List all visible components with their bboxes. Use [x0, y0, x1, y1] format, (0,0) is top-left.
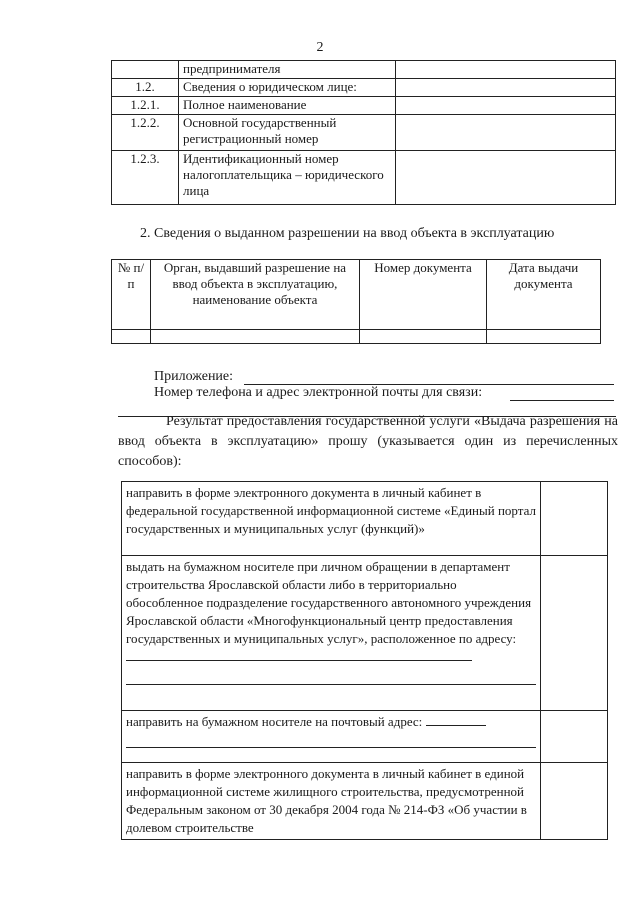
delivery-option-cell	[122, 556, 541, 711]
table-row	[112, 330, 601, 344]
header-issue-date: Дата выдачи документа	[487, 260, 601, 330]
row-value[interactable]	[396, 115, 616, 151]
attachments-label: Приложение:	[154, 369, 234, 384]
postal-address-field-line2[interactable]	[126, 731, 536, 748]
delivery-option-text: направить на бумажном носителе на почтовый адрес:	[126, 714, 423, 729]
delivery-option-text: направить в форме электронного документа в личный кабинет в единой информационной системе жилищного строительства, предусмотренной Федеральным законом от 30 декабря 2004 года № 214-ФЗ «Об участии в долевом строительстве	[122, 763, 541, 840]
address-field[interactable]	[126, 648, 472, 661]
cell-issue-date[interactable]	[487, 330, 601, 344]
address-field-line2[interactable]	[126, 666, 536, 685]
permit-info-table	[111, 259, 601, 344]
row-label: Сведения о юридическом лице:	[179, 79, 396, 97]
header-doc-number: Номер документа	[360, 260, 487, 330]
row-label: предпринимателя	[179, 61, 396, 79]
applicant-info-table	[111, 60, 616, 205]
delivery-option-row	[122, 711, 608, 763]
delivery-option-checkbox[interactable]	[541, 556, 608, 711]
postal-address-field[interactable]	[426, 713, 486, 726]
table-row	[112, 97, 616, 115]
row-number	[112, 61, 179, 79]
table-row	[112, 79, 616, 97]
row-label: Полное наименование	[179, 97, 396, 115]
page-number: 2	[316, 40, 324, 55]
row-label: Основной государственный регистрационный номер	[179, 115, 396, 151]
header-authority: Орган, выдавший разрешение на ввод объекта в эксплуатацию, наименование объекта	[151, 260, 360, 330]
cell-authority[interactable]	[151, 330, 360, 344]
cell-doc-number[interactable]	[360, 330, 487, 344]
row-value[interactable]	[396, 61, 616, 79]
result-paragraph: Результат предоставления государственной услуги «Выдача разрешения на ввод объекта в эксплуатацию» прошу (указывается один из перечисленных способов):	[118, 414, 618, 469]
delivery-options-table	[121, 481, 608, 840]
contact-label: Номер телефона и адрес электронной почты для связи:	[154, 385, 483, 400]
row-number: 1.2.2.	[112, 115, 179, 151]
row-number: 1.2.	[112, 79, 179, 97]
delivery-option-checkbox[interactable]	[541, 482, 608, 556]
delivery-option-row	[122, 482, 608, 556]
contact-field[interactable]	[510, 400, 614, 401]
cell-num[interactable]	[112, 330, 151, 344]
delivery-option-text: направить в форме электронного документа в личный кабинет в федеральной государственной информационной системе «Единый портал государственных и муниципальных услуг (функций)»	[122, 482, 541, 556]
table-row	[112, 61, 616, 79]
section-2-title: 2. Сведения о выданном разрешении на ввод объекта в эксплуатацию	[140, 226, 555, 241]
delivery-option-cell	[122, 711, 541, 763]
table-row	[112, 115, 616, 151]
table-header-row	[112, 260, 601, 330]
delivery-option-row	[122, 556, 608, 711]
table-row	[112, 151, 616, 205]
row-value[interactable]	[396, 151, 616, 205]
delivery-option-checkbox[interactable]	[541, 711, 608, 763]
row-value[interactable]	[396, 97, 616, 115]
header-num: № п/п	[112, 260, 151, 330]
delivery-option-row	[122, 763, 608, 840]
row-value[interactable]	[396, 79, 616, 97]
delivery-option-text: выдать на бумажном носителе при личном обращении в департамент строительства Ярославской области либо в территориально обособленное подразделение государственного автономного учреждения Ярославской области «Многофункциональный центр предоставления государственных и муниципальных услуг», расположенное по адресу:	[126, 559, 532, 646]
row-number: 1.2.3.	[112, 151, 179, 205]
delivery-option-checkbox[interactable]	[541, 763, 608, 840]
row-number: 1.2.1.	[112, 97, 179, 115]
row-label: Идентификационный номер налогоплательщика – юридического лица	[179, 151, 396, 205]
